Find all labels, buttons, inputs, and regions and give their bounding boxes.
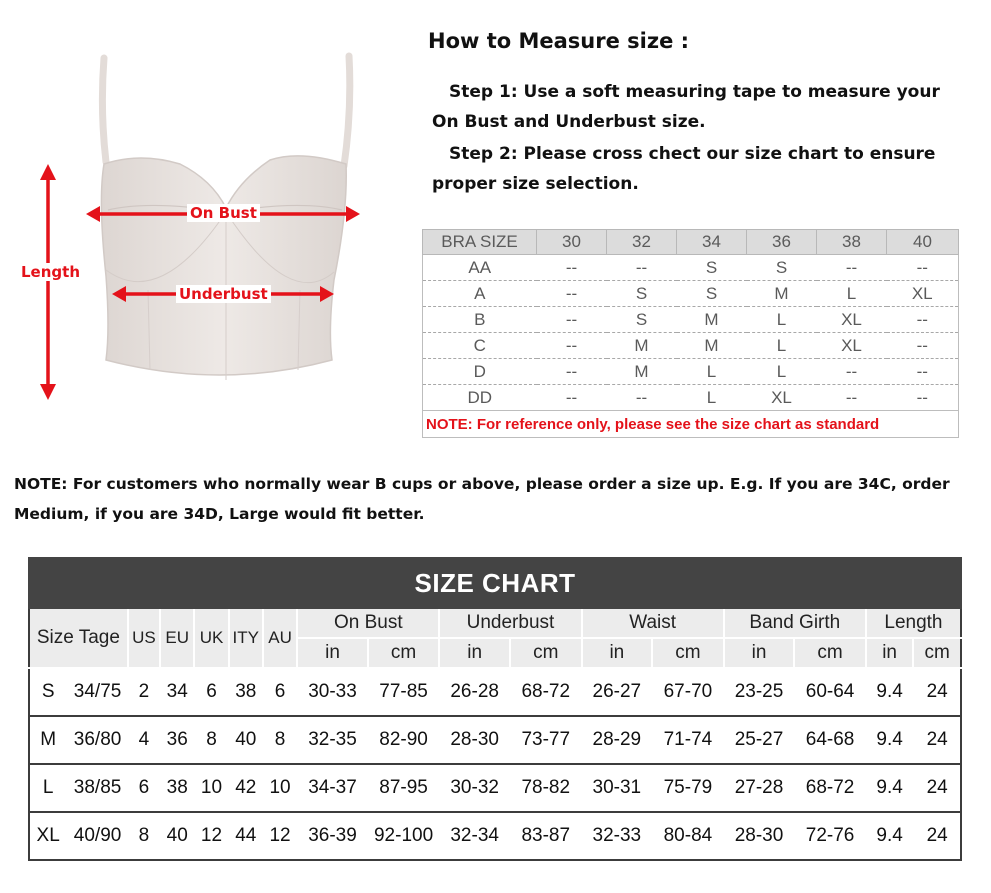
table-cell: -- — [537, 281, 607, 307]
table-cell: 9.4 — [866, 716, 913, 764]
table-cell: 9.4 — [866, 764, 913, 812]
table-cell: 67-70 — [652, 668, 724, 716]
table-cell: 8 — [194, 716, 228, 764]
table-cell: 8 — [128, 812, 160, 860]
underbust-header: Underbust — [439, 608, 581, 638]
table-cell: 12 — [194, 812, 228, 860]
table-cell: 24 — [913, 668, 961, 716]
cup-size-cell: AA — [423, 255, 537, 281]
table-cell: -- — [537, 359, 607, 385]
table-cell: M — [677, 333, 747, 359]
table-cell: -- — [537, 307, 607, 333]
table-cell: 34 — [160, 668, 194, 716]
table-cell: -- — [887, 385, 959, 411]
band-38-header: 38 — [817, 230, 887, 255]
table-cell: 38 — [229, 668, 263, 716]
table-cell: S — [747, 255, 817, 281]
table-row — [29, 716, 961, 764]
unit-cm: cm — [652, 638, 724, 668]
band-36-header: 36 — [747, 230, 817, 255]
on-bust-header: On Bust — [297, 608, 439, 638]
table-cell: M — [607, 359, 677, 385]
table-row — [423, 281, 959, 307]
table-cell: 26-27 — [582, 668, 653, 716]
table-cell: 9.4 — [866, 812, 913, 860]
band-40-header: 40 — [887, 230, 959, 255]
table-cell: 30-32 — [439, 764, 510, 812]
bra-table-header-row — [423, 230, 959, 255]
table-cell: 24 — [913, 716, 961, 764]
table-cell: 28-30 — [724, 812, 795, 860]
table-cell: 87-95 — [368, 764, 440, 812]
unit-cm: cm — [368, 638, 440, 668]
table-cell: 82-90 — [368, 716, 440, 764]
table-cell: -- — [887, 333, 959, 359]
band-32-header: 32 — [607, 230, 677, 255]
table-cell: 32-33 — [582, 812, 653, 860]
bustier-illustration — [0, 40, 400, 420]
table-row — [29, 812, 961, 860]
table-cell: 60-64 — [794, 668, 866, 716]
length-header: Length — [866, 608, 961, 638]
table-cell: -- — [817, 385, 887, 411]
table-cell: 40/90 — [67, 812, 128, 860]
table-cell: -- — [817, 255, 887, 281]
table-cell: 24 — [913, 812, 961, 860]
table-cell: 80-84 — [652, 812, 724, 860]
table-cell: L — [747, 307, 817, 333]
table-cell: 32-35 — [297, 716, 368, 764]
unit-cm: cm — [913, 638, 961, 668]
table-row — [423, 385, 959, 411]
bra-size-table — [422, 229, 959, 438]
table-cell: L — [677, 385, 747, 411]
table-cell: S — [677, 255, 747, 281]
band-34-header: 34 — [677, 230, 747, 255]
size-chart-header-row — [29, 608, 961, 638]
underbust-label: Underbust — [176, 285, 271, 303]
table-cell: -- — [607, 385, 677, 411]
table-cell: S — [677, 281, 747, 307]
table-cell: 71-74 — [652, 716, 724, 764]
unit-in: in — [582, 638, 653, 668]
size-chart-table — [28, 557, 962, 861]
table-row — [423, 255, 959, 281]
table-cell: XL — [817, 307, 887, 333]
table-cell: XL — [887, 281, 959, 307]
table-cell: 36 — [160, 716, 194, 764]
table-cell: 68-72 — [510, 668, 582, 716]
table-cell: 92-100 — [368, 812, 440, 860]
table-cell: 40 — [229, 716, 263, 764]
band-30-header: 30 — [537, 230, 607, 255]
table-cell: 75-79 — [652, 764, 724, 812]
table-cell: -- — [537, 385, 607, 411]
bra-table-note: NOTE: For reference only, please see the size chart as standard — [423, 411, 959, 438]
table-cell: 38 — [160, 764, 194, 812]
on-bust-label: On Bust — [187, 204, 260, 222]
bra-size-header: BRA SIZE — [423, 230, 537, 255]
table-cell: 24 — [913, 764, 961, 812]
table-cell: 36-39 — [297, 812, 368, 860]
table-cell: 8 — [263, 716, 297, 764]
table-cell: 23-25 — [724, 668, 795, 716]
size-chart-title-row — [29, 558, 961, 608]
unit-cm: cm — [510, 638, 582, 668]
table-cell: 64-68 — [794, 716, 866, 764]
table-cell: M — [677, 307, 747, 333]
table-cell: 12 — [263, 812, 297, 860]
table-cell: 42 — [229, 764, 263, 812]
table-cell: 26-28 — [439, 668, 510, 716]
size-label-cell: L — [29, 764, 67, 812]
cup-size-cell: C — [423, 333, 537, 359]
table-cell: L — [747, 333, 817, 359]
table-cell: 25-27 — [724, 716, 795, 764]
waist-header: Waist — [582, 608, 724, 638]
bustier-drawing — [0, 40, 400, 420]
table-row — [29, 668, 961, 716]
size-tage-header: Size Tage — [29, 608, 128, 668]
table-cell: 6 — [194, 668, 228, 716]
bra-table-note-row — [423, 411, 959, 438]
step-2-text: Step 2: Please cross chect our size chart to ensure proper size selection. — [432, 144, 936, 194]
cup-size-cell: B — [423, 307, 537, 333]
au-header: AU — [263, 608, 297, 668]
ity-header: ITY — [229, 608, 263, 668]
table-cell: 32-34 — [439, 812, 510, 860]
unit-in: in — [439, 638, 510, 668]
table-cell: -- — [887, 307, 959, 333]
unit-in: in — [724, 638, 795, 668]
eu-header: EU — [160, 608, 194, 668]
unit-in: in — [866, 638, 913, 668]
table-cell: 77-85 — [368, 668, 440, 716]
table-cell: 27-28 — [724, 764, 795, 812]
cup-size-cell: DD — [423, 385, 537, 411]
unit-in: in — [297, 638, 368, 668]
table-cell: -- — [887, 359, 959, 385]
table-cell: 30-31 — [582, 764, 653, 812]
table-cell: 73-77 — [510, 716, 582, 764]
table-cell: -- — [537, 255, 607, 281]
table-row — [29, 764, 961, 812]
table-cell: 40 — [160, 812, 194, 860]
table-cell: S — [607, 281, 677, 307]
table-cell: L — [817, 281, 887, 307]
table-cell: 38/85 — [67, 764, 128, 812]
table-cell: 44 — [229, 812, 263, 860]
uk-header: UK — [194, 608, 228, 668]
length-label: Length — [18, 263, 83, 281]
sizing-note: NOTE: For customers who normally wear B cups or above, please order a size up. E.g. If you are 34C, order Medium, if you are 34D, Large would fit better. — [14, 475, 950, 523]
table-cell: 34-37 — [297, 764, 368, 812]
how-to-measure-title: How to Measure size : — [428, 29, 690, 53]
table-cell: 78-82 — [510, 764, 582, 812]
table-cell: S — [607, 307, 677, 333]
table-cell: 6 — [128, 764, 160, 812]
table-cell: 36/80 — [67, 716, 128, 764]
table-cell: 10 — [263, 764, 297, 812]
table-cell: 9.4 — [866, 668, 913, 716]
size-label-cell: M — [29, 716, 67, 764]
table-cell: -- — [887, 255, 959, 281]
table-row — [423, 333, 959, 359]
table-cell: 72-76 — [794, 812, 866, 860]
table-cell: 4 — [128, 716, 160, 764]
table-cell: -- — [817, 359, 887, 385]
table-cell: 68-72 — [794, 764, 866, 812]
unit-cm: cm — [794, 638, 866, 668]
table-cell: -- — [537, 333, 607, 359]
us-header: US — [128, 608, 160, 668]
band-girth-header: Band Girth — [724, 608, 866, 638]
table-cell: M — [747, 281, 817, 307]
table-cell: 34/75 — [67, 668, 128, 716]
step-1-text: Step 1: Use a soft measuring tape to measure your On Bust and Underbust size. — [432, 82, 940, 132]
table-row — [423, 307, 959, 333]
size-label-cell: XL — [29, 812, 67, 860]
table-cell: -- — [607, 255, 677, 281]
table-cell: 28-29 — [582, 716, 653, 764]
table-cell: L — [747, 359, 817, 385]
cup-size-cell: A — [423, 281, 537, 307]
table-cell: XL — [747, 385, 817, 411]
table-cell: 83-87 — [510, 812, 582, 860]
table-cell: L — [677, 359, 747, 385]
size-label-cell: S — [29, 668, 67, 716]
table-cell: 6 — [263, 668, 297, 716]
table-cell: 28-30 — [439, 716, 510, 764]
table-cell: 10 — [194, 764, 228, 812]
size-chart-title: SIZE CHART — [29, 558, 961, 608]
table-row — [423, 359, 959, 385]
table-cell: XL — [817, 333, 887, 359]
table-cell: 30-33 — [297, 668, 368, 716]
table-cell: M — [607, 333, 677, 359]
table-cell: 2 — [128, 668, 160, 716]
cup-size-cell: D — [423, 359, 537, 385]
